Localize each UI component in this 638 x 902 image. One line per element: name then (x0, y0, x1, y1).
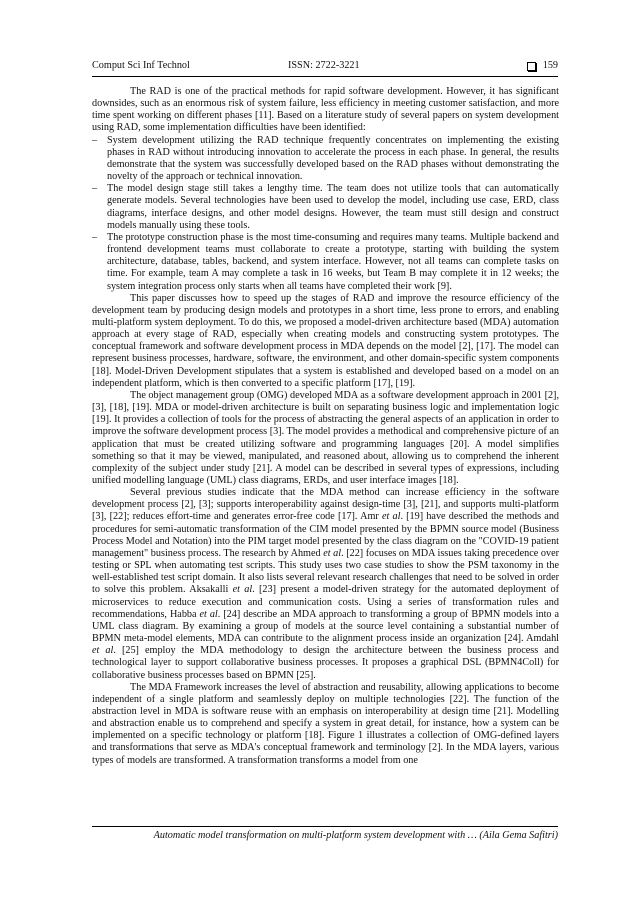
dash-bullet-icon: – (92, 231, 98, 243)
running-footer: Automatic model transformation on multi-platform system development with … (Aila Gema Safitri) (92, 826, 558, 841)
paragraph-previous-studies: Several previous studies indicate that the MDA method can increase efficiency in the software development process [2], [3]; supports interoperability against design-time [3], [21], and supports multi-platform [3], [22]; reduces effort-time and generates error-free code [17]. Amr et al. [19] have described the methods and procedures for semi-automatic transformation of the CIM model presented by the BPMN source model (Business Process Model and Notation) into the PIM target model presented by the class diagram on the "COVID-19 patient management" business process. The research by Ahmed et al. [22] focuses on MDA issues taking precedence over testing or SPL when automating test scripts. This study uses two case studies to show the PSM taxonomy in the well-established test script domain. It also lists several relevant research challenges that need to be solved in order to solve this problem. Aksakalli et al. [23] present a model-driven strategy for the automated deployment of microservices to reduce execution and communication costs. Using a series of transformation rules and recommendations, Habba et al. [24] describe an MDA approach to transforming a group of BPMN models into a UML class diagram. By examining a group of models at the source level containing a substantial number of BPMN meta-model elements, MDA can contribute to the alignment process inside an organization [24]. Amdahl et al. [25] employ the MDA methodology to design the architecture between the business process and technological layer to support collaborative business processes. It proposes a graphical DSL (BPMN4Coll) for collaborative business processes based on BPMN [25]. (92, 487, 560, 681)
journal-name: Comput Sci Inf Technol (92, 60, 190, 71)
paragraph-omg-mda: The object management group (OMG) developed MDA as a software development approach in 2001 [2], [3], [18], [19]. MDA or model-driven architecture is built on separating business logic and implementation logic [19]. It provides a collection of tools for the process of abstracting the general aspects of an application in order to improve the software development process [3]. The model provides a methodical and comprehensive picture of an application that must be created utilizing software and programming languages [20]. A model simplifies something so that it may be viewed, manipulated, and reasoned about, allowing us to comprehend the inherent complexity of the subject under study [21]. A model can be described in several types of expressions, including unified modelling language (UML) class diagrams, ERDs, and user interface images [18]. (92, 389, 559, 486)
main-text (92, 86, 559, 767)
list-item: – The model design stage still takes a lengthy time. The team does not utilize tools that can automatically generate models. Several technologies have been used to develop the model, including use case, ERD, class diagrams, interface designs, and other model designs. However, the team must still design and construct models manually using these tools. (92, 183, 559, 231)
dash-bullet-icon: – (92, 134, 98, 146)
issn: ISSN: 2722-3221 (288, 60, 360, 71)
paragraph-proposal: This paper discusses how to speed up the stages of RAD and improve the resource efficiency of the development team by producing design models and prototypes in a short time, less prone to errors, and enabling multi-platform system deployment. To do this, we proposed a model-driven architecture based (MDA) automation approach at every stage of RAD, especially when creating models and constructing system prototypes. The conceptual framework and software development process in MDA depends on the model [2], [17]. The model can represent business processes, hardware, software, the environment, and other domain-specific system components [18]. Model-Driven Development stipulates that a system is established and developed based on a model on an independent platform, which is then converted to a specific platform [17], [19]. (92, 292, 559, 389)
list-item: – The prototype construction phase is the most time-consuming and requires many teams. Multiple backend and frontend development teams must collaborate to create a prototype, starting with building the system architecture, database, tables, backend, and system interface. However, not all teams can complete tasks on time. For example, team A may complete a task in 16 weeks, but Team B may complete it in 12 weeks; the system integration process only starts when all teams have completed their work [9]. (92, 231, 559, 292)
paragraph-rad-intro: The RAD is one of the practical methods for rapid software development. However, it has significant downsides, such as an enormous risk of system failure, less efficiency in meeting customer satisfaction, and more time spent working on different phases [11]. Based on a literature study of several papers on system development using RAD, some implementation difficulties have been identified: (92, 86, 559, 134)
page-number: 159 (542, 60, 558, 71)
paragraph-mda-framework: The MDA Framework increases the level of abstraction and reusability, allowing applications to become independent of a single platform and seamlessly deploy on multiple technologies [22]. The function of the abstraction level in MDA is software reuse with an emphasis on interoperability at design time [21]. Modelling and abstraction enable us to comprehend and specify a system in great detail, for instance, how a system can be implemented on a specific technology or platform [18]. Figure 1 illustrates a collection of OMG-defined layers and transformations that serve as MDA's conceptual framework and terminology [2]. In the MDA layers, various types of models are transformed. A transformation transforms a model from one (92, 681, 559, 766)
running-header (92, 60, 558, 77)
difficulties-list (92, 135, 559, 293)
checkbox-icon (527, 62, 536, 71)
list-item: – System development utilizing the RAD technique frequently concentrates on implementing the existing phases in RAD without introducing innovation to accelerate the process in each phase. In general, the results demonstrate that the system was successfully developed based on the RAD phases without demonstrating the novelty of the approach or technical innovation. (92, 134, 559, 183)
dash-bullet-icon: – (92, 183, 98, 195)
